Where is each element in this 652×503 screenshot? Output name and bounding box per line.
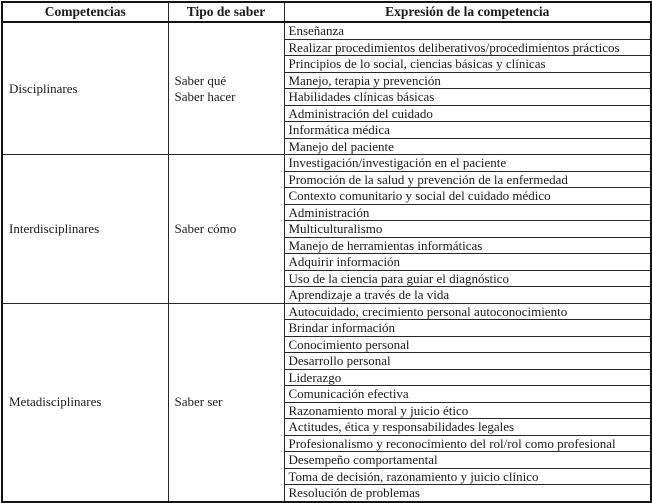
tipo-de-saber-line: Saber hacer: [174, 88, 236, 104]
expresion-cell: Desempeño comportamental: [284, 452, 651, 469]
expresion-cell: Manejo de herramientas informáticas: [284, 237, 651, 254]
expresion-cell: Realizar procedimientos deliberativos/procedimientos prácticos: [284, 39, 651, 56]
expresion-cell: Actitudes, ética y responsabilidades legales: [284, 419, 651, 436]
expresion-cell: Adquirir información: [284, 254, 651, 271]
expresion-cell: Comunicación efectiva: [284, 386, 651, 403]
header-tipo-de-saber: Tipo de saber: [168, 2, 284, 22]
header-expresion: Expresión de la competencia: [284, 2, 651, 22]
table-row: [2, 303, 651, 320]
expresion-cell: Administración del cuidado: [284, 105, 651, 122]
tipo-de-saber-cell: [168, 303, 284, 502]
header-competencias: Competencias: [2, 2, 168, 22]
tipo-de-saber-line: Saber cómo: [174, 220, 237, 236]
table-row: [2, 22, 651, 39]
table-body: [2, 22, 651, 502]
tipo-de-saber-cell: [168, 155, 284, 304]
expresion-cell: Administración: [284, 204, 651, 221]
expresion-cell: Enseñanza: [284, 22, 651, 39]
expresion-cell: Habilidades clínicas básicas: [284, 89, 651, 106]
expresion-cell: Profesionalismo y reconocimiento del rol/rol como profesional: [284, 435, 651, 452]
expresion-cell: Promoción de la salud y prevención de la enfermedad: [284, 171, 651, 188]
tipo-de-saber-line: Saber ser: [174, 394, 223, 409]
expresion-cell: Manejo del paciente: [284, 138, 651, 155]
table-header: [2, 2, 651, 22]
header-row: [2, 2, 651, 22]
competencias-table: [1, 1, 652, 503]
tipo-de-saber-line: Saber qué: [174, 72, 227, 88]
table-row: [2, 155, 651, 172]
expresion-cell: Manejo, terapia y prevención: [284, 72, 651, 89]
expresion-cell: Liderazgo: [284, 369, 651, 386]
expresion-cell: Principios de lo social, ciencias básicas y clínicas: [284, 56, 651, 73]
expresion-cell: Conocimiento personal: [284, 336, 651, 353]
expresion-cell: Brindar información: [284, 320, 651, 337]
competencia-cell: Disciplinares: [2, 22, 168, 155]
expresion-cell: Informática médica: [284, 122, 651, 139]
expresion-cell: Aprendizaje a través de la vida: [284, 287, 651, 304]
competencia-cell: Metadisciplinares: [2, 303, 168, 502]
expresion-cell: Resolución de problemas: [284, 485, 651, 502]
expresion-cell: Autocuidado, crecimiento personal autoconocimiento: [284, 303, 651, 320]
expresion-cell: Desarrollo personal: [284, 353, 651, 370]
expresion-cell: Contexto comunitario y social del cuidado médico: [284, 188, 651, 205]
expresion-cell: Razonamiento moral y juicio ético: [284, 402, 651, 419]
competencia-cell: Interdisciplinares: [2, 155, 168, 304]
expresion-cell: Uso de la ciencia para guiar el diagnóstico: [284, 270, 651, 287]
expresion-cell: Multiculturalismo: [284, 221, 651, 238]
expresion-cell: Investigación/investigación en el paciente: [284, 155, 651, 172]
document-table-page: [0, 1, 652, 502]
tipo-de-saber-cell: [168, 22, 284, 155]
expresion-cell: Toma de decisión, razonamiento y juicio clínico: [284, 468, 651, 485]
